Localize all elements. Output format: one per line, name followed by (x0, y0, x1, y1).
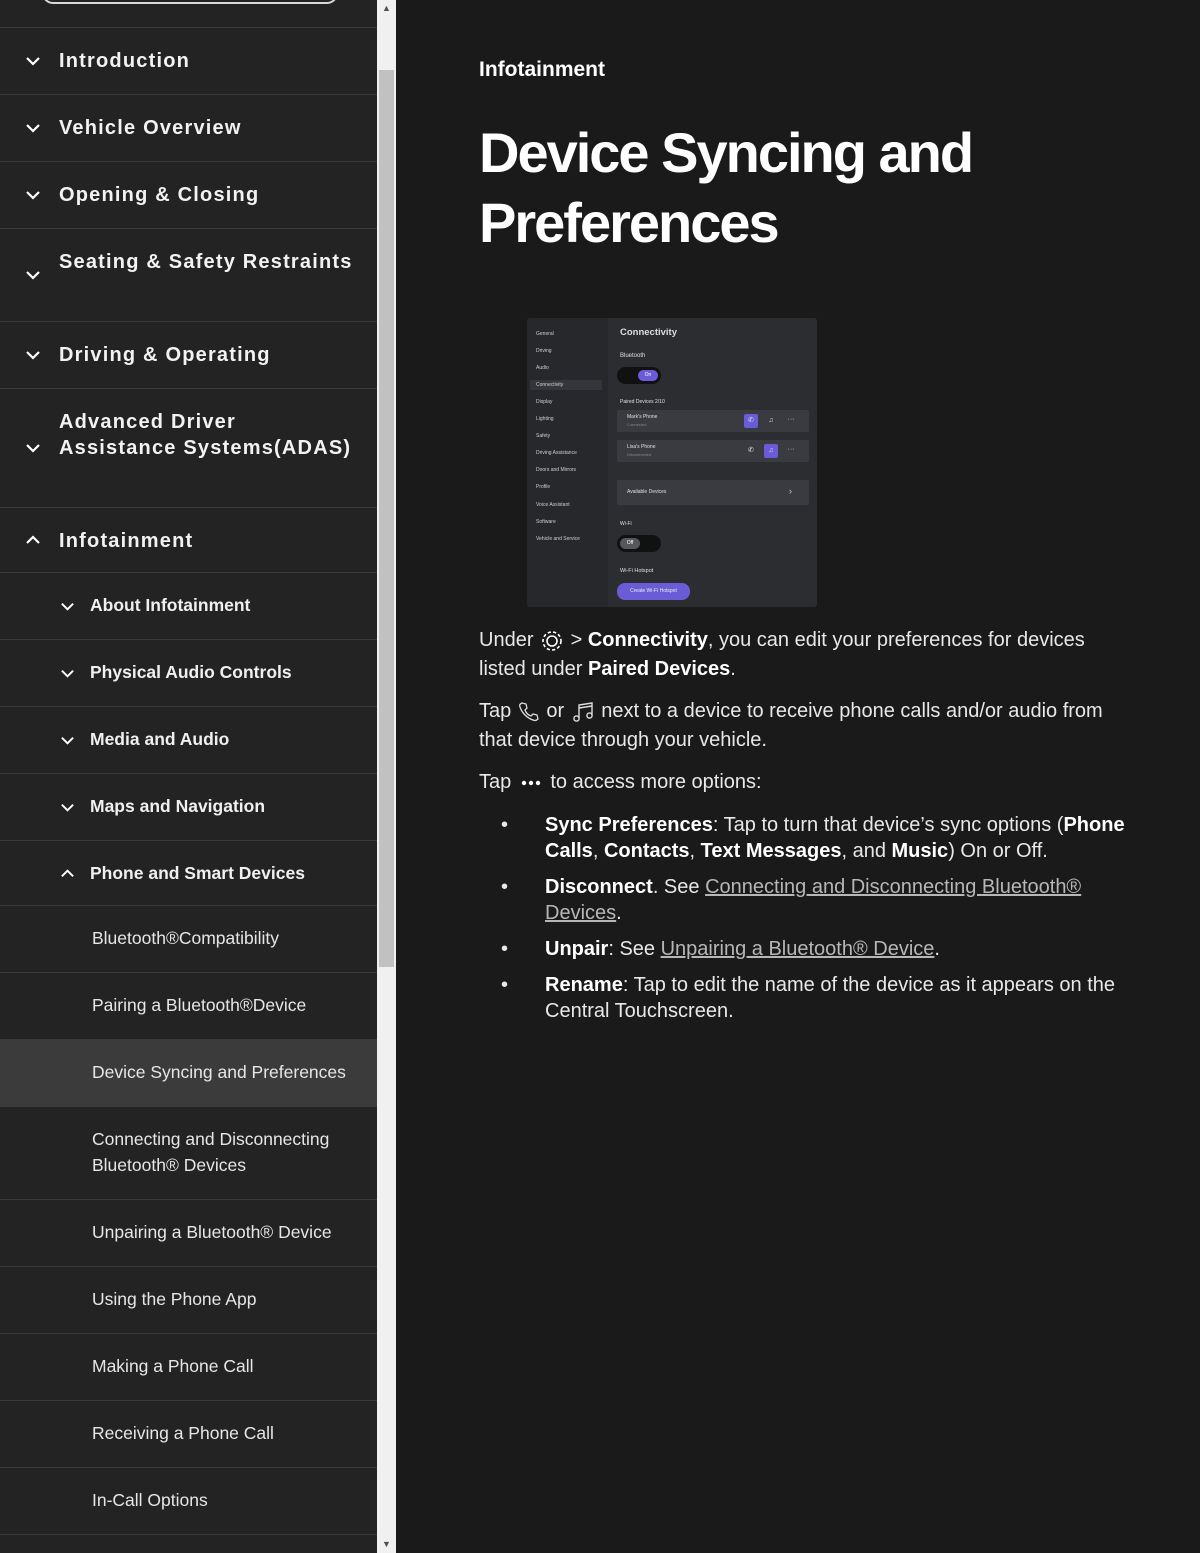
nav-leaf-label: Making a Phone Call (92, 1356, 254, 1376)
term: Text Messages (700, 840, 842, 862)
nav-subitem-label: Physical Audio Controls (90, 662, 292, 682)
chevron-up-icon (25, 532, 41, 548)
text: . (616, 902, 622, 924)
nav-subitem-label: Phone and Smart Devices (90, 863, 305, 883)
nav-item-label: Driving & Operating (59, 344, 271, 366)
connectivity-screenshot (527, 318, 817, 607)
nav-item-label: Opening & Closing (59, 184, 260, 206)
text: to access more options: (550, 771, 762, 793)
mock-wifi-toggle (617, 535, 661, 552)
nav-subitem-label: Media and Audio (90, 729, 230, 749)
nav-subitem-label: Maps and Navigation (90, 796, 266, 816)
chevron-down-icon (60, 733, 75, 748)
list-item-rename (479, 972, 1149, 1024)
gear-icon (539, 628, 565, 654)
nav-item-label: Advanced Driver Assistance Systems(ADAS) (59, 411, 352, 459)
text: > (570, 629, 583, 651)
mock-menu-item: Driving (536, 348, 552, 354)
term: Contacts (603, 840, 690, 862)
nav-item-infotainment[interactable] (0, 507, 377, 573)
nav-leaf-label: Connecting and Disconnecting Bluetooth® Devices (92, 1129, 330, 1175)
mock-menu-item-selected: Connectivity (530, 380, 602, 390)
list-item-disconnect (479, 874, 1149, 926)
options-list (479, 812, 1149, 1034)
more-dots-icon (517, 778, 545, 788)
chevron-down-icon (25, 187, 41, 203)
nav-subitem-about-infotainment[interactable] (0, 572, 377, 640)
paragraph-settings-path (479, 626, 1134, 684)
bullet: • (501, 974, 509, 996)
text: : Tap to edit the name of the device as it appears on the Central Touchscreen. (545, 974, 1115, 1022)
nav-item-seating-safety[interactable] (0, 228, 377, 322)
nav-leaf-label: Bluetooth®Compatibility (92, 928, 280, 948)
text: next to a device to receive phone calls and/or audio from that device through your vehicle. (479, 700, 1103, 751)
scroll-down-arrow-icon[interactable]: ▼ (382, 1539, 391, 1549)
nav-leaf-bluetooth-compatibility[interactable] (0, 905, 377, 973)
bullet: • (501, 876, 509, 898)
nav-subitem-physical-audio[interactable] (0, 639, 377, 707)
link-unpairing[interactable]: Unpairing a Bluetooth® Device (660, 938, 935, 960)
more-dots-icon: ··· (787, 416, 795, 423)
mock-menu-item: Audio (536, 365, 549, 371)
scroll-up-arrow-icon[interactable]: ▲ (382, 3, 391, 13)
nav-leaf-label: Pairing a Bluetooth®Device (92, 995, 307, 1015)
nav-item-vehicle-overview[interactable] (0, 94, 377, 162)
chevron-up-icon (60, 866, 75, 881)
mock-device-status: Connected (627, 422, 647, 427)
mock-device-name: Lisa's Phone (627, 444, 656, 450)
text: , you can edit your preferences for devices listed under (479, 629, 1085, 680)
mock-device-row (617, 410, 809, 432)
mock-menu-item: Voice Assistant (536, 502, 570, 508)
sidebar-scrollbar[interactable] (377, 0, 396, 1553)
chevron-down-icon (60, 666, 75, 681)
mock-settings-menu (527, 318, 608, 607)
chevron-down-icon (25, 120, 41, 136)
mock-heading: Connectivity (620, 327, 678, 338)
list-item-sync-preferences (479, 812, 1149, 864)
mock-menu-item: Display (536, 399, 553, 405)
mock-create-hotspot-button: Create Wi-Fi Hotspot (617, 583, 690, 600)
mock-wifi-label: Wi-Fi (620, 521, 632, 527)
nav-subitem-media-audio[interactable] (0, 706, 377, 774)
text: ) On or Off. (948, 840, 1048, 862)
nav-leaf-next[interactable] (0, 1534, 377, 1553)
mock-menu-item: Safety (536, 433, 551, 439)
term: Disconnect (545, 876, 653, 898)
phone-icon: ✆ (748, 447, 754, 454)
chevron-down-icon (25, 53, 41, 69)
nav-leaf-label: In-Call Options (92, 1490, 208, 1510)
term: Phone Calls (545, 814, 1125, 862)
link-connecting-disconnecting[interactable]: Connecting and Disconnecting Bluetooth® Devices (545, 876, 1082, 924)
text: Tap (479, 700, 512, 722)
mock-bluetooth-toggle (617, 367, 661, 384)
text: , (689, 840, 701, 862)
chevron-down-icon (60, 800, 75, 815)
text: or (546, 700, 565, 722)
text-bold: Connectivity (587, 629, 708, 651)
search-field[interactable] (42, 0, 338, 4)
nav-item-label: Infotainment (59, 530, 194, 552)
section-label: Infotainment (479, 58, 605, 81)
nav-item-adas[interactable] (0, 388, 377, 508)
nav-item-label: Vehicle Overview (59, 117, 242, 139)
mock-device-status: Disconnected (627, 452, 652, 457)
nav-leaf-device-syncing[interactable] (0, 1039, 377, 1107)
mock-menu-item: Software (536, 519, 556, 525)
main-content (396, 0, 1200, 1553)
text: . (934, 938, 940, 960)
mock-menu-item: Vehicle and Service (536, 536, 580, 542)
text: . See (652, 876, 706, 898)
more-dots-icon: ··· (787, 446, 795, 453)
mock-device-row (617, 440, 809, 462)
mock-menu-item: Profile (536, 484, 551, 490)
nav-leaf-pairing-bluetooth[interactable] (0, 972, 377, 1040)
term: Rename (545, 974, 623, 996)
phone-icon: ✆ (744, 414, 758, 428)
text-bold: Paired Devices (587, 658, 731, 680)
sidebar-nav (0, 0, 377, 1553)
bullet: • (501, 938, 509, 960)
chevron-down-icon (25, 347, 41, 363)
nav-item-label: Seating & Safety Restraints (59, 251, 353, 273)
phone-icon (517, 700, 541, 724)
music-note-icon: ♫ (768, 417, 774, 424)
page-title: Device Syncing and Preferences (479, 121, 973, 254)
nav-leaf-receiving-call[interactable] (0, 1400, 377, 1468)
mock-device-name: Mark's Phone (627, 414, 658, 420)
mock-menu-item: Driving Assistance (536, 450, 577, 456)
text: : See (608, 938, 661, 960)
mock-available-label: Available Devices (627, 489, 667, 495)
text: . (730, 658, 736, 680)
chevron-down-icon (25, 267, 41, 283)
mock-menu-item: Doors and Mirrors (536, 467, 577, 473)
text: Tap (479, 771, 512, 793)
mock-menu-item: Lighting (536, 416, 554, 422)
nav-subitem-phone-smart-devices[interactable] (0, 840, 377, 906)
chevron-down-icon (25, 440, 41, 456)
text: , (592, 840, 604, 862)
text: Under (479, 629, 534, 651)
nav-item-driving-operating[interactable] (0, 321, 377, 389)
scrollbar-thumb[interactable] (379, 70, 394, 967)
nav-leaf-phone-app[interactable] (0, 1266, 377, 1334)
paragraph-more-options (479, 768, 1134, 797)
term: Unpair (545, 938, 609, 960)
nav-leaf-label: Using the Phone App (92, 1289, 257, 1309)
text: , and (841, 840, 892, 862)
mock-available-devices-row (617, 480, 809, 505)
nav-item-introduction[interactable] (0, 27, 377, 95)
mock-bluetooth-label: Bluetooth (620, 353, 646, 359)
nav-leaf-label: Device Syncing and Preferences (92, 1062, 346, 1082)
term: Sync Preferences (545, 814, 713, 836)
mock-toggle-knob: Off (620, 538, 640, 549)
nav-leaf-connecting-disconnecting[interactable] (0, 1106, 377, 1200)
bullet: • (501, 814, 509, 836)
music-note-icon (570, 699, 596, 725)
mock-paired-label: Paired Devices 2/10 (620, 399, 665, 405)
text: : Tap to turn that device’s sync options ( (712, 814, 1064, 836)
music-note-icon: ♫ (764, 444, 778, 458)
nav-leaf-unpairing[interactable] (0, 1199, 377, 1267)
nav-leaf-making-call[interactable] (0, 1333, 377, 1401)
chevron-right-icon: › (789, 486, 792, 496)
chevron-down-icon (60, 599, 75, 614)
nav-leaf-label: Unpairing a Bluetooth® Device (92, 1222, 332, 1242)
nav-leaf-label: Receiving a Phone Call (92, 1423, 274, 1443)
nav-item-label: Introduction (59, 50, 191, 72)
nav-item-opening-closing[interactable] (0, 161, 377, 229)
list-item-unpair (479, 936, 1149, 962)
mock-menu-item: General (536, 331, 554, 337)
mock-toggle-knob: On (638, 370, 658, 381)
nav-leaf-in-call-options[interactable] (0, 1467, 377, 1535)
nav-subitem-maps-navigation[interactable] (0, 773, 377, 841)
nav-subitem-label: About Infotainment (90, 595, 251, 615)
paragraph-tap-phone-audio (479, 697, 1134, 755)
mock-hotspot-label: Wi-Fi Hotspot (620, 568, 654, 574)
term: Music (891, 840, 949, 862)
